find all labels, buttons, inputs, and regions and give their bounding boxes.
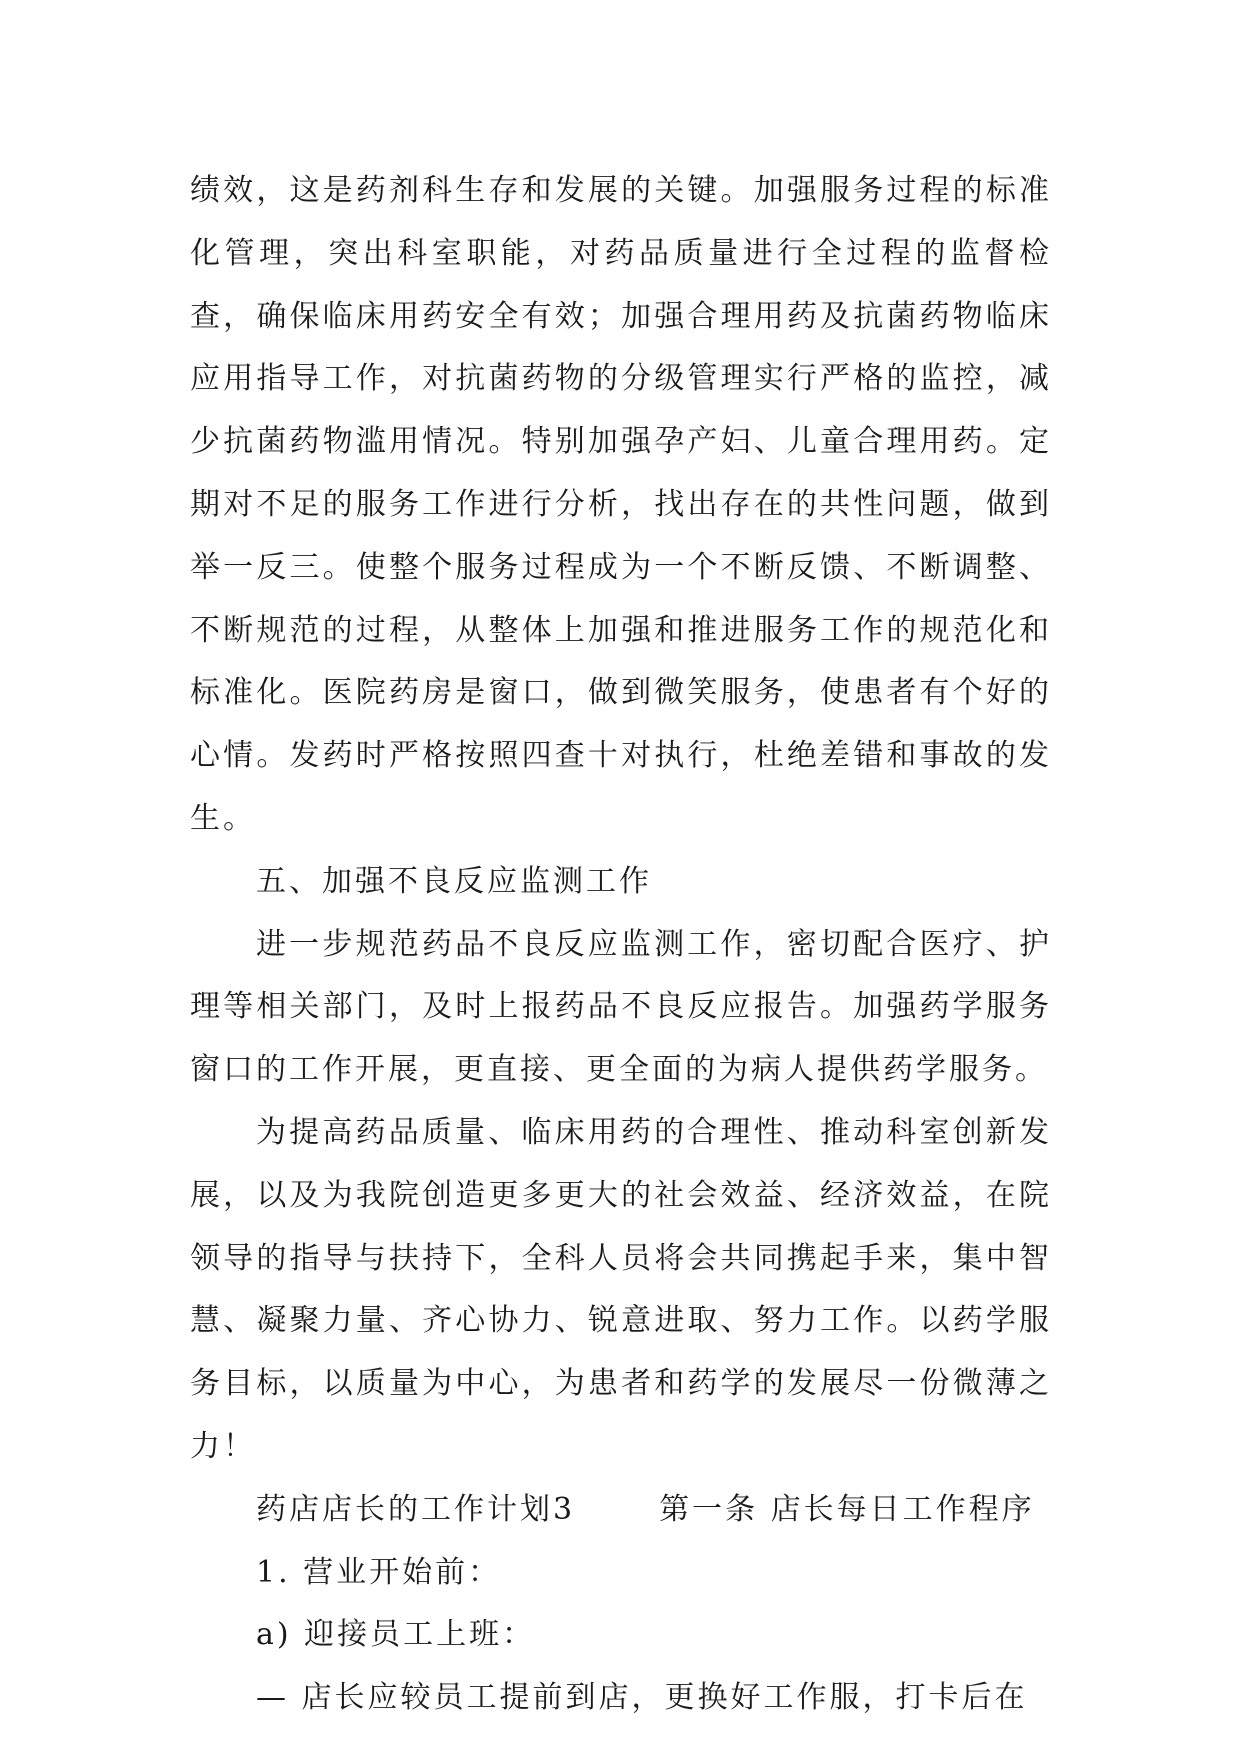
list-item-manager-arrival: — 店长应较员工提前到店，更换好工作服，打卡后在 <box>256 1680 1028 1716</box>
paragraph-conclusion: 为提高药品质量、临床用药的合理性、推动科室创新发展，以及为我院创造更多更大的社会效益、经济效益，在院领导的指导与扶持下，全科人员将会共同携起手来，集中智慧、凝聚力量、齐心协力、锐意进取、努力工作。以药学服务目标，以质量为中心，为患者和药学的发展尽一份微薄之力！ <box>190 1114 1052 1464</box>
article-1-title: 第一条 店长每日工作程序 <box>659 1491 1035 1527</box>
document-body <box>190 160 1052 1730</box>
paragraph-adverse-reaction-monitoring: 进一步规范药品不良反应监测工作，密切配合医疗、护理等相关部门，及时上报药品不良反应报告。加强药学服务窗口的工作开展，更直接、更全面的为病人提供药学服务。 <box>190 926 1052 1088</box>
plan-title: 药店店长的工作计划3 <box>256 1491 576 1527</box>
plan-title-line <box>190 1479 1052 1542</box>
list-item-greet-staff: a) 迎接员工上班： <box>256 1617 536 1653</box>
paragraph-pharmacy-service: 绩效，这是药剂科生存和发展的关键。加强服务过程的标准化管理，突出科室职能，对药品质量进行全过程的监督检查，确保临床用药安全有效；加强合理用药及抗菌药物临床应用指导工作，对抗菌药物的分级管理实行严格的监控，减少抗菌药物滥用情况。特别加强孕产妇、儿童合理用药。定期对不足的服务工作进行分析，找出存在的共性问题，做到举一反三。使整个服务过程成为一个不断反馈、不断调整、不断规范的过程，从整体上加强和推进服务工作的规范化和标准化。医院药房是窗口，做到微笑服务，使患者有个好的心情。发药时严格按照四查十对执行，杜绝差错和事故的发生。 <box>190 173 1052 836</box>
section-heading-adverse-reaction: 五、加强不良反应监测工作 <box>256 863 652 899</box>
list-item-before-opening: 1. 营业开始前： <box>256 1554 502 1590</box>
